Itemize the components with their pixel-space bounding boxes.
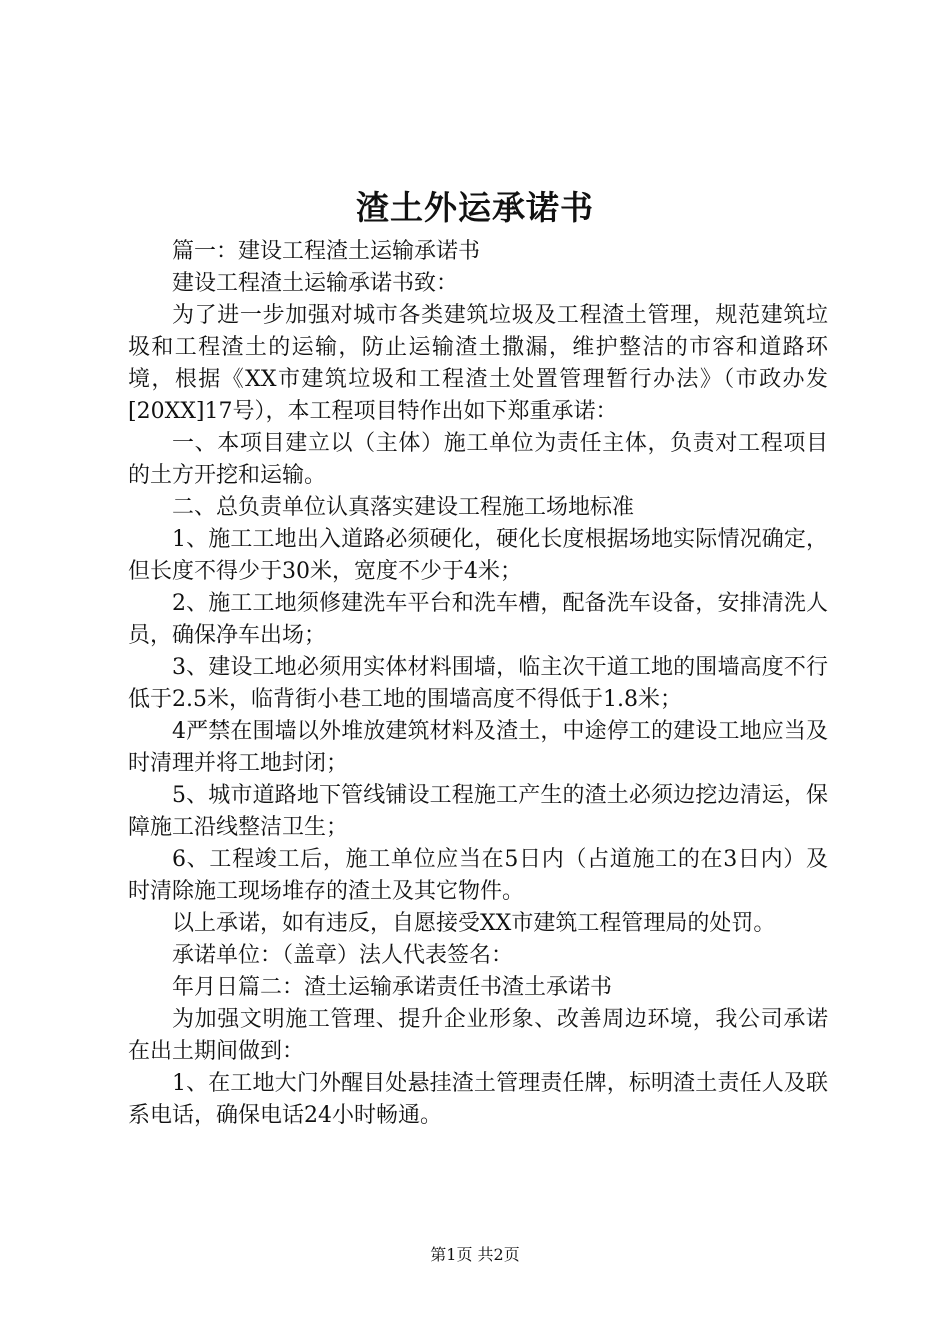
paragraph: 1、在工地大门外醒目处悬挂渣土管理责任牌，标明渣土责任人及联系电话，确保电话24小时畅通。: [128, 1071, 828, 1128]
paragraph: 年月日篇二：渣土运输承诺责任书渣土承诺书: [172, 975, 613, 1000]
paragraph: 承诺单位：（盖章）法人代表签名：: [172, 943, 514, 968]
paragraph: 二、总负责单位认真落实建设工程施工场地标准: [172, 495, 635, 520]
paragraph: 5、城市道路地下管线铺设工程施工产生的渣土必须边挖边清运，保障施工沿线整洁卫生；: [128, 783, 828, 840]
paragraph: 1、施工工地出入道路必须硬化，硬化长度根据场地实际情况确定，但长度不得少于30米，宽度不少于4米；: [128, 527, 828, 584]
paragraph: 4严禁在围墙以外堆放建筑材料及渣土，中途停工的建设工地应当及时清理并将工地封闭；: [128, 719, 828, 776]
paragraph: 为加强文明施工管理、提升企业形象、改善周边环境，我公司承诺在出土期间做到：: [128, 1007, 828, 1064]
paragraph: 为了进一步加强对城市各类建筑垃圾及工程渣土管理，规范建筑垃圾和工程渣土的运输，防止运输渣土撒漏，维护整洁的市容和道路环境，根据《XX市建筑垃圾和工程渣土处置管理暂行办法》（市政办发[20XX]17号），本工程项目特作出如下郑重承诺：: [128, 303, 828, 424]
paragraph: 篇一：建设工程渣土运输承诺书: [172, 239, 481, 264]
paragraph: 建设工程渣土运输承诺书致：: [172, 271, 459, 296]
document-body: [128, 236, 828, 1132]
document-title: 渣土外运承诺书: [356, 188, 594, 227]
paragraph: 3、建设工地必须用实体材料围墙，临主次干道工地的围墙高度不行低于2.5米，临背街小巷工地的围墙高度不得低于1.8米；: [128, 655, 828, 712]
paragraph: 以上承诺，如有违反，自愿接受XX市建筑工程管理局的处罚。: [172, 911, 776, 936]
paragraph: 6、工程竣工后，施工单位应当在5日内（占道施工的在3日内）及时清除施工现场堆存的渣土及其它物件。: [128, 847, 828, 904]
paragraph: 2、施工工地须修建洗车平台和洗车槽，配备洗车设备，安排清洗人员，确保净车出场；: [128, 591, 828, 648]
page-footer: 第1页 共2页: [430, 1245, 520, 1264]
paragraph: 一、本项目建立以（主体）施工单位为责任主体，负责对工程项目的土方开挖和运输。: [128, 431, 828, 488]
